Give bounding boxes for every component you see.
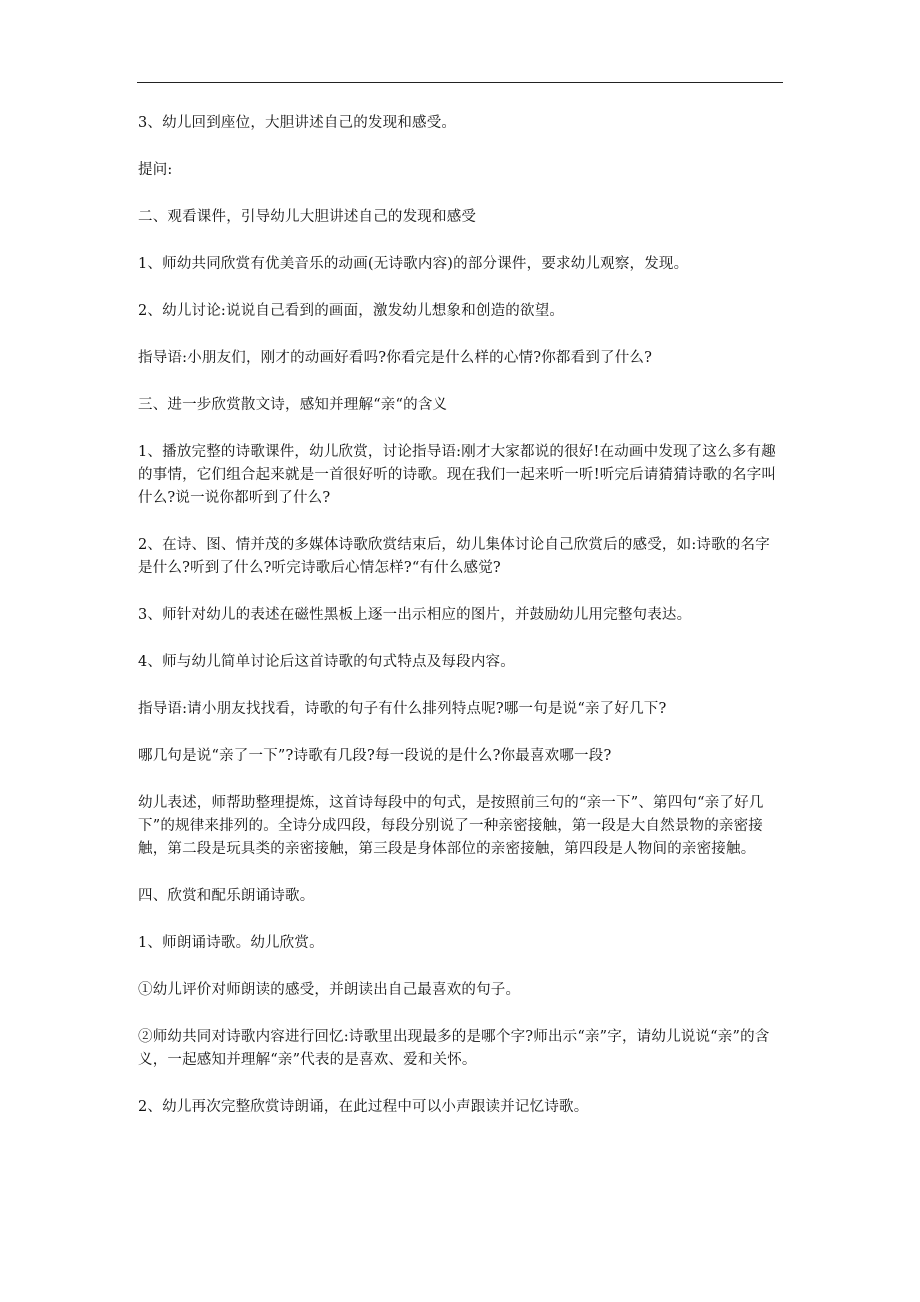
section-heading: 三、进一步欣赏散文诗，感知并理解“亲“的含义: [138, 397, 448, 413]
paragraph: 1、师幼共同欣赏有优美音乐的动画(无诗歌内容)的部分课件，要求幼儿观察，发现。: [138, 256, 689, 272]
paragraph: 哪几句是说“亲了一下”?诗歌有几段?每一段说的是什么?你最喜欢哪一段?: [138, 748, 612, 764]
paragraph: ①幼儿评价对师朗读的感受，并朗读出自己最喜欢的句子。: [138, 982, 521, 998]
paragraph: 2、幼儿再次完整欣赏诗朗诵，在此过程中可以小声跟读并记忆诗歌。: [138, 1099, 589, 1115]
paragraph: 1、师朗诵诗歌。幼儿欣赏。: [138, 935, 324, 951]
paragraph: ②师幼共同对诗歌内容进行回忆:诗歌里出现最多的是哪个字?师出示“亲”字，请幼儿说说“亲”的含义，一起感知并理解“亲”代表的是喜欢、爱和关怀。: [138, 1029, 770, 1068]
paragraph: 指导语:小朋友们，刚才的动画好看吗?你看完是什么样的心情?你都看到了什么?: [138, 350, 653, 366]
section-heading: 四、欣赏和配乐朗诵诗歌。: [138, 888, 315, 904]
paragraph: 2、在诗、图、情并茂的多媒体诗歌欣赏结束后，幼儿集体讨论自己欣赏后的感受，如:诗歌的名字是什么?听到了什么?听完诗歌后心情怎样?“有什么感觉?: [138, 537, 770, 576]
paragraph: 4、师与幼儿简单讨论后这首诗歌的句式特点及每段内容。: [138, 654, 515, 670]
paragraph: 3、师针对幼儿的表述在磁性黑板上逐一出示相应的图片，并鼓励幼儿用完整句表达。: [138, 607, 692, 623]
paragraph: 1、播放完整的诗歌课件，幼儿欣赏，讨论指导语:刚才大家都说的很好!在动画中发现了这么多有趣的事情，它们组合起来就是一首很好听的诗歌。现在我们一起来听一听!听完后请猜猜诗歌的名字叫什么?说一说你都听到了什么?: [138, 444, 777, 506]
paragraph: 幼儿表述，师帮助整理提炼，这首诗每段中的句式，是按照前三句的“亲一下”、第四句“亲了好几下”的规律来排列的。全诗分成四段，每段分别说了一种亲密接触，第一段是大自然景物的亲密接触，第二段是玩具类的亲密接触，第三段是身体部位的亲密接触，第四段是人物间的亲密接触。: [138, 795, 764, 857]
paragraph: 提问:: [138, 162, 173, 178]
document-body: [138, 112, 784, 1143]
paragraph: 指导语:请小朋友找找看，诗歌的句子有什么排列特点呢?哪一句是说“亲了好几下?: [138, 701, 667, 717]
paragraph: 3、幼儿回到座位，大胆讲述自己的发现和感受。: [138, 115, 457, 131]
section-heading: 二、观看课件，引导幼儿大胆讲述自己的发现和感受: [138, 209, 477, 225]
header-rule: [137, 82, 783, 83]
paragraph: 2、幼儿讨论:说说自己看到的画面，激发幼儿想象和创造的欲望。: [138, 303, 565, 319]
